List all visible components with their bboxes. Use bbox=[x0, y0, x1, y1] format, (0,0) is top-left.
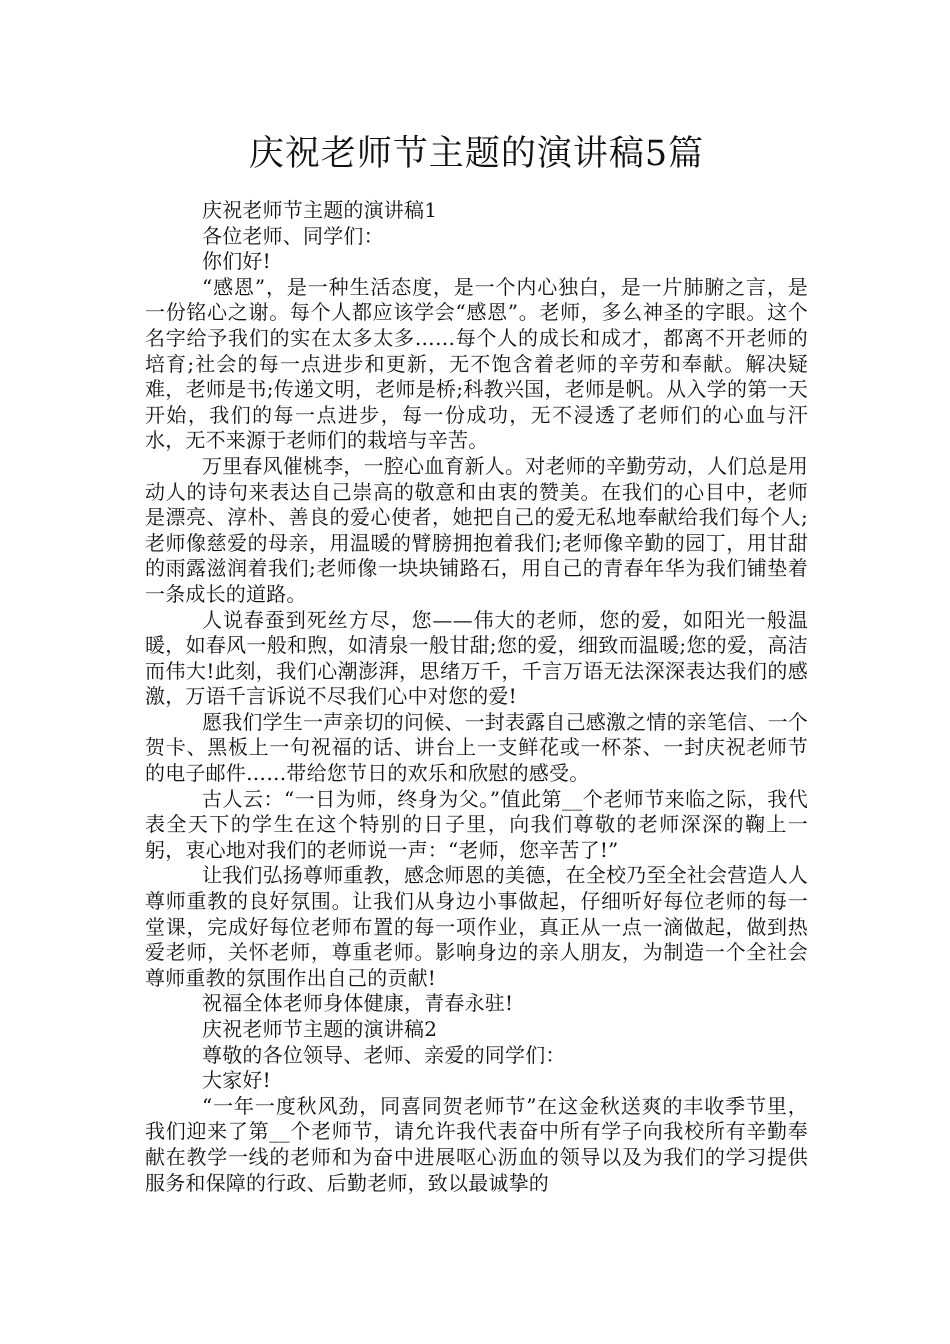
paragraph: 祝福全体老师身体健康，青春永驻! bbox=[202, 991, 514, 1016]
paragraph: 人说春蚕到死丝方尽，您——伟大的老师，您的爱，如阳光一般温暖，如春风一般和煦，如清泉一般甘甜;您的爱，细致而温暖;您的爱，高洁而伟大!此刻，我们心潮澎湃，思绪万千，千言万语无法深深表达我们的感激，万语千言诉说不尽我们心中对您的爱! bbox=[145, 607, 808, 709]
document-title: 庆祝老师节主题的演讲稿5篇 bbox=[248, 134, 705, 174]
paragraph: 万里春风催桃李，一腔心血育新人。对老师的辛勤劳动，人们总是用动人的诗句来表达自己崇高的敬意和由衷的赞美。在我们的心目中，老师是漂亮、淳朴、善良的爱心使者，她把自己的爱无私地奉献给我们每个人;老师像慈爱的母亲，用温暖的臂膀拥抱着我们;老师像辛勤的园丁，用甘甜的雨露滋润着我们;老师像一块块铺路石，用自己的青春年华为我们铺垫着一条成长的道路。 bbox=[145, 453, 808, 606]
paragraph: 愿我们学生一声亲切的问候、一封表露自己感激之情的亲笔信、一个贺卡、黑板上一句祝福的话、讲台上一支鲜花或一杯茶、一封庆祝老师节的电子邮件……带给您节日的欢乐和欣慰的感受。 bbox=[145, 709, 808, 786]
paragraph: 大家好! bbox=[202, 1068, 271, 1093]
paragraph: 古人云：“一日为师，终身为父。”值此第__个老师节来临之际，我代表全天下的学生在这个特别的日子里，向我们尊敬的老师深深的鞠上一躬，衷心地对我们的老师说一声：“老师，您辛苦了!” bbox=[145, 786, 808, 862]
paragraph: 庆祝老师节主题的演讲稿1 bbox=[202, 198, 438, 222]
paragraph: 庆祝老师节主题的演讲稿2 bbox=[202, 1017, 438, 1041]
paragraph: “一年一度秋风劲，同喜同贺老师节”在这金秋送爽的丰收季节里，我们迎来了第__个老师节，请允许我代表奋中所有学子向我校所有辛勤奉献在教学一线的老师和为奋中进展呕心沥血的领导以及为我们的学习提供服务和保障的行政、后勤老师，致以最诚挚的 bbox=[145, 1093, 808, 1195]
paragraph: “感恩”，是一种生活态度，是一个内心独白，是一片肺腑之言，是一份铭心之谢。每个人都应该学会“感恩”。老师，多么神圣的字眼。这个名字给予我们的实在太多太多……每个人的成长和成才，都离不开老师的培育;社会的每一点进步和更新，无不饱含着老师的辛劳和奉献。解决疑难，老师是书;传递文明，老师是桥;科教兴国，老师是帆。从入学的第一天开始，我们的每一点进步，每一份成功，无不浸透了老师们的心血与汗水，无不来源于老师们的栽培与辛苦。 bbox=[145, 274, 808, 453]
paragraph: 各位老师、同学们： bbox=[202, 223, 384, 248]
paragraph: 尊敬的各位领导、老师、亲爱的同学们： bbox=[202, 1042, 566, 1067]
paragraph: 让我们弘扬尊师重教，感念师恩的美德，在全校乃至全社会营造人人尊师重教的良好氛围。让我们从身边小事做起，仔细听好每位老师的每一堂课，完成好每位老师布置的每一项作业，真正从一点一滴做起，做到热爱老师，关怀老师，尊重老师。影响身边的亲人朋友，为制造一个全社会尊师重教的氛围作出自己的贡献! bbox=[145, 863, 808, 990]
document-body bbox=[145, 198, 808, 1196]
paragraph: 你们好! bbox=[202, 249, 271, 274]
